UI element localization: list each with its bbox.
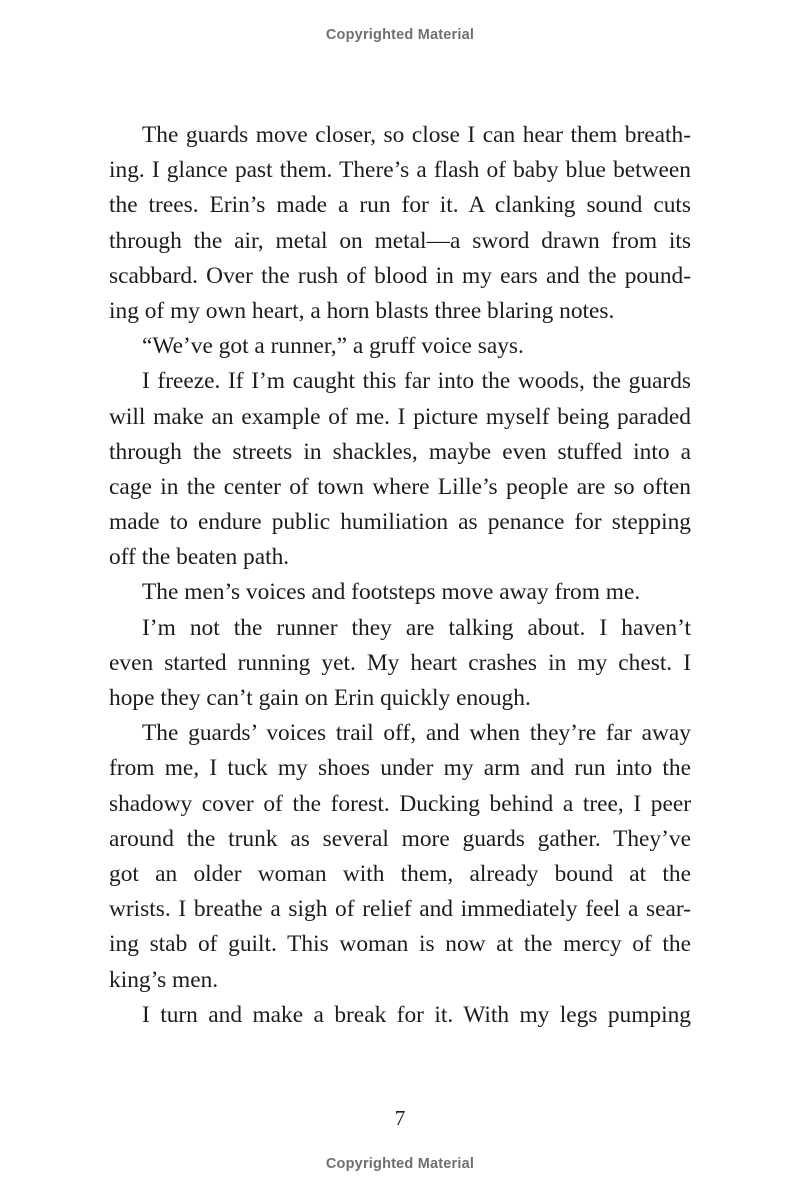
text-line: even started running yet. My heart crashes in my chest. I — [109, 649, 691, 676]
text-line: ing. I glance past them. There’s a flash of baby blue between — [109, 157, 691, 184]
page-body-text — [109, 118, 691, 1033]
text-line: ing of my own heart, a horn blasts three blaring notes. — [109, 297, 615, 324]
text-line: I’m not the runner they are talking about. I haven’t — [142, 614, 691, 641]
text-line: shadowy cover of the forest. Ducking behind a tree, I peer — [109, 790, 691, 817]
text-line: around the trunk as several more guards gather. They’ve — [109, 825, 691, 852]
text-line: “We’ve got a runner,” a gruff voice says. — [142, 333, 524, 360]
text-line: hope they can’t gain on Erin quickly enough. — [109, 685, 531, 711]
text-line: from me, I tuck my shoes under my arm and run into the — [109, 755, 691, 782]
text-line: The men’s voices and footsteps move away from me. — [142, 579, 641, 606]
text-line: off the beaten path. — [109, 544, 290, 571]
watermark-top: Copyrighted Material — [325, 27, 475, 43]
text-line: ing stab of guilt. This woman is now at the mercy of the — [109, 931, 691, 958]
text-line: got an older woman with them, already bound at the — [109, 860, 691, 887]
watermark-bottom: Copyrighted Material — [325, 1156, 475, 1172]
text-line: through the streets in shackles, maybe even stuffed into a — [109, 438, 691, 465]
text-line: wrists. I breathe a sigh of relief and immediately feel a sear- — [109, 896, 691, 923]
text-line: I freeze. If I’m caught this far into the woods, the guards — [142, 368, 691, 395]
text-line: will make an example of me. I picture myself being paraded — [109, 403, 691, 430]
text-line: made to endure public humiliation as penance for stepping — [109, 509, 691, 536]
page-number: 7 — [394, 1106, 406, 1130]
text-line: king’s men. — [109, 966, 219, 993]
text-line: the trees. Erin’s made a run for it. A clanking sound cuts — [109, 192, 691, 219]
text-line: cage in the center of town where Lille’s people are so often — [109, 473, 691, 500]
text-line: I turn and make a break for it. With my legs pumping — [142, 1001, 691, 1028]
text-line: through the air, metal on metal—a sword drawn from its — [109, 227, 691, 254]
text-line: The guards’ voices trail off, and when they’re far away — [142, 720, 691, 747]
text-line: The guards move closer, so close I can hear them breath- — [142, 122, 691, 148]
text-line: scabbard. Over the rush of blood in my ears and the pound- — [109, 262, 691, 289]
